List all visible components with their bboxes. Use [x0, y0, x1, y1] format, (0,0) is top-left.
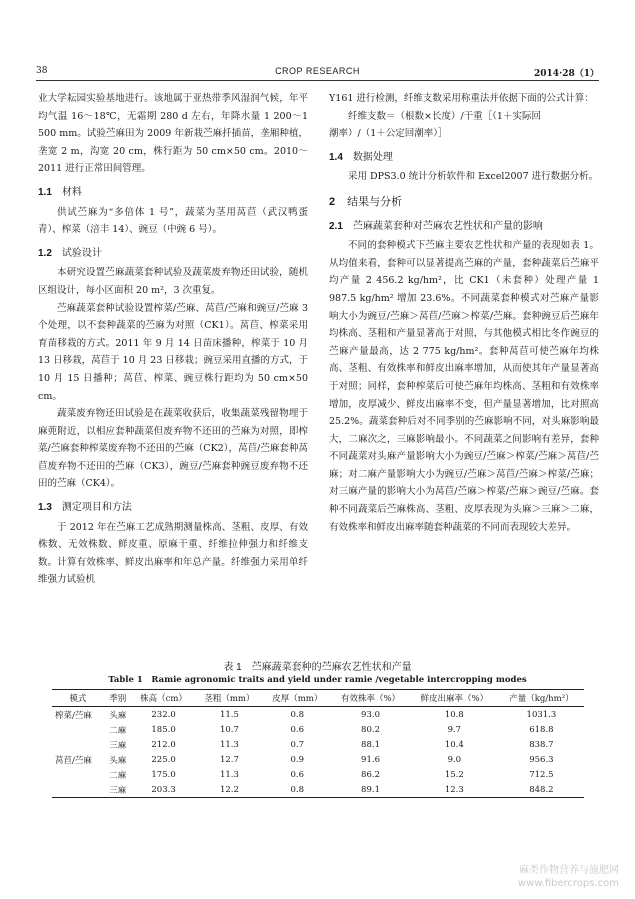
table-cell: 1031.3: [526, 709, 557, 720]
table-cell: 225.0: [151, 754, 176, 765]
issue-info: 2014·28（1）: [534, 69, 599, 79]
column-header: 产量（kg/hm²）: [499, 690, 584, 707]
section-title: 测定项目和方法: [61, 502, 132, 514]
section-heading: [329, 218, 599, 236]
mode-cell: [52, 767, 104, 782]
data-table: [52, 689, 584, 798]
table-cell: 175.0: [151, 769, 176, 780]
header-rule: [36, 80, 599, 81]
table-cell: 88.1: [361, 739, 380, 750]
table-cell: 838.7: [529, 739, 554, 750]
table-cell: 三麻: [109, 740, 127, 751]
column-header: 有效株率（%）: [331, 690, 410, 707]
table-cell: 0.6: [290, 724, 305, 735]
column-header: 茎粗（mm）: [196, 690, 264, 707]
column-header: 季别: [104, 690, 132, 707]
table-cell: 203.3: [132, 782, 196, 798]
table-row: [52, 782, 584, 798]
watermark-line: 麻类作物营养与施肥网: [519, 865, 619, 876]
section-number: 2: [329, 195, 336, 208]
section-heading: [38, 184, 308, 202]
section-heading: [329, 194, 599, 212]
section-number: 1.1: [38, 186, 52, 198]
paragraph: 苎麻蔬菜套种试验设置榨菜/苎麻、莴苣/苎麻和豌豆/苎麻 3 个处理，以不套种蔬菜的苎麻为对照（CK1）。莴苣、榨菜采用育苗移栽的方式。2011 年 9 月 14 日苗床播种，榨菜于 10 月 13 日移栽，莴苣于 10 月 23 日移栽；豌豆采用直播的方式，于 10 月 15 日播种；莴苣、榨菜、豌豆株行距均为 50 cm×50 cm。: [38, 302, 308, 402]
paragraph: 供试苎麻为“多倍体 1 号”，蔬菜为茎用莴苣（武汉鸭蛋青）、榨菜（涪丰 14）、豌豆（中豌 6 号）。: [38, 206, 308, 236]
table-row: [52, 737, 584, 752]
table-cell: 二麻: [109, 725, 127, 736]
paragraph: 蔬菜废弃物还田试验是在蔬菜收获后，收集蔬菜残留物埋于麻蔸附近，以相应套种蔬菜但废弃物不还田的苎麻为对照，即榨菜/苎麻套种榨菜废弃物不还田的苎麻（CK2），莴苣/苎麻套种莴苣废弃物不还田的苎麻（CK3），豌豆/苎麻套种豌豆废弃物不还田的苎麻（CK4）。: [38, 408, 308, 490]
column-header: 模式: [52, 690, 104, 707]
right-column: [329, 90, 599, 536]
mode-cell: [52, 782, 104, 798]
mode-cell: 榨菜/苎麻: [55, 710, 92, 721]
table-cell: 12.7: [219, 754, 239, 765]
table-cell: 11.3: [219, 739, 239, 750]
section-title: 试验设计: [61, 247, 102, 259]
paragraph: 业大学耘园实验基地进行。该地属于亚热带季风湿润气候，年平均气温 16～18℃，无霜期 280 d 左右，年降水量 1 200～1 500 mm。试验苎麻田为 2009 年新栽苎麻扦插苗，垄厢种植，垄宽 2 m，沟宽 20 cm，株行距为 50 cm×50 cm。2010～2011 进行正常田间管理。: [38, 93, 308, 175]
column-header: 株高（cm）: [132, 690, 196, 707]
section-title: 结果与分析: [347, 195, 403, 208]
journal-name: CROP RESEARCH: [275, 66, 360, 76]
table-cell: 12.2: [196, 782, 264, 798]
table-cell: 11.3: [219, 769, 239, 780]
table-cell: 618.8: [529, 724, 554, 735]
column-header: 皮厚（mm）: [263, 690, 331, 707]
watermark: [518, 864, 619, 890]
mode-cell: [52, 737, 104, 752]
formula-line: 纤维支数＝（根数×长度）/干重［（1＋实际回: [348, 110, 541, 122]
section-heading: [38, 499, 308, 517]
table-cell: 0.6: [290, 769, 305, 780]
page-header: [36, 66, 599, 80]
table-cell: 头麻: [109, 755, 127, 766]
section-title: 数据处理: [352, 151, 393, 163]
table-row: [52, 722, 584, 737]
table-cell: 956.3: [529, 754, 554, 765]
table-cell: 232.0: [151, 709, 176, 720]
table-cell: 0.7: [290, 739, 305, 750]
table-row: [52, 752, 584, 767]
table-cell: 712.5: [529, 769, 554, 780]
table-cell: 89.1: [331, 782, 410, 798]
table-cell: 80.2: [361, 724, 380, 735]
paragraph: 采用 DPS3.0 统计分析软件和 Excel2007 进行数据分析。: [348, 171, 599, 183]
section-number: 2.1: [329, 220, 343, 232]
section-number: 1.3: [38, 502, 52, 514]
table-cell: 0.9: [290, 754, 305, 765]
section-heading: [329, 149, 599, 167]
table-cell: 三麻: [104, 782, 132, 798]
formula-line: 潮率）/（1＋公定回潮率）］: [329, 128, 448, 140]
table-cell: 10.8: [444, 709, 464, 720]
table-cell: 11.5: [219, 709, 239, 720]
table-cell: 9.0: [447, 754, 462, 765]
table-cell: 二麻: [109, 770, 127, 781]
table-cell: 848.2: [499, 782, 584, 798]
table-cell: 头麻: [109, 710, 127, 721]
table-cell: 86.2: [361, 769, 380, 780]
table-header-row: [52, 690, 584, 707]
table-cell: 10.7: [219, 724, 239, 735]
mode-cell: 莴苣/苎麻: [55, 755, 92, 766]
section-heading: [38, 245, 308, 263]
table-cell: 12.3: [410, 782, 499, 798]
table-row: [52, 767, 584, 782]
section-number: 1.4: [329, 151, 343, 163]
table-caption-en: Table 1 Ramie agronomic traits and yield under ramie /vegetable intercropping modes: [108, 675, 527, 685]
paragraph: 于 2012 年在苎麻工艺成熟期测量株高、茎粗、皮厚、有效株数、无效株数、鲜皮重、原麻干重、纤维拉伸强力和纤维支数。计算有效株率、鲜皮出麻率和年总产量。纤维强力采用单纤维强力试验机: [38, 521, 308, 586]
table-row: [52, 707, 584, 723]
mode-cell: [52, 722, 104, 737]
table-cell: 93.0: [361, 709, 380, 720]
table-cell: 212.0: [151, 739, 176, 750]
paragraph: Y161 进行检测，纤维支数采用称重法并依据下面的公式计算：: [329, 93, 594, 104]
paragraph: 本研究设置苎麻蔬菜套种试验及蔬菜废弃物还田试验，随机区组设计，每小区面积 20 m²，3 次重复。: [38, 267, 308, 296]
paragraph: 不同的套种模式下苎麻主要农艺性状和产量的表现如表 1。从均值来看，套种可以显著提高苎麻的产量，套种蔬菜后苎麻平均产量 2 456.2 kg/hm²，比 CK1（未套种）处理产量 1 987.5 kg/hm² 增加 23.6%。不同蔬菜套种模式对苎麻产量影响大小为豌豆/苎麻＞莴苣/苎麻＞榨菜/苎麻。套种豌豆后苎麻年均株高、茎粗和产量显著高于对照，与其他模式相比冬作豌豆的苎麻产量最高，达 2 775 kg/hm²。套种莴苣可使苎麻年均株高、茎粗、有效株率和鲜皮出麻率增加，从而使其年产量显著高于对照；同样，套种榨菜后可使苎麻年均株高、茎粗和有效株率增加，皮厚减少、鲜皮出麻率不变，但产量显著增加，比对照高 25.2%。蔬菜套种后对不同季别的苎麻影响不同，对头麻影响最大，二麻次之，三麻影响最小。不同蔬菜之间影响有差异，套种不同蔬菜对头麻产量影响大小为豌豆/苎麻＞榨菜/苎麻＞莴苣/苎麻；对二麻产量影响大小为豌豆/苎麻＞莴苣/苎麻＞榨菜/苎麻；对三麻产量的影响大小为莴苣/苎麻＞榨菜/苎麻＞豌豆/苎麻。套种不同蔬菜后苎麻株高、茎粗、皮厚表现为头麻＞三麻＞二麻，有效株率和鲜皮出麻率随套种蔬菜的不同而表现较大差异。: [329, 240, 599, 533]
section-title: 苎麻蔬菜套种对苎麻农艺性状和产量的影响: [352, 220, 543, 232]
page-number: 38: [36, 66, 48, 76]
table-caption-cn: 表 1 苎麻蔬菜套种的苎麻农艺性状和产量: [223, 662, 412, 673]
section-number: 1.2: [38, 247, 52, 259]
table-cell: 0.8: [263, 782, 331, 798]
left-column: [38, 90, 308, 589]
table-cell: 91.6: [361, 754, 380, 765]
table-cell: 185.0: [151, 724, 176, 735]
column-header: 鲜皮出麻率（%）: [410, 690, 499, 707]
table-cell: 9.7: [447, 724, 462, 735]
table-cell: 0.8: [290, 709, 305, 720]
table-cell: 15.2: [444, 769, 464, 780]
section-title: 材料: [61, 186, 82, 198]
watermark-line: www.fibercrops.com: [517, 878, 619, 889]
table-cell: 10.4: [444, 739, 464, 750]
